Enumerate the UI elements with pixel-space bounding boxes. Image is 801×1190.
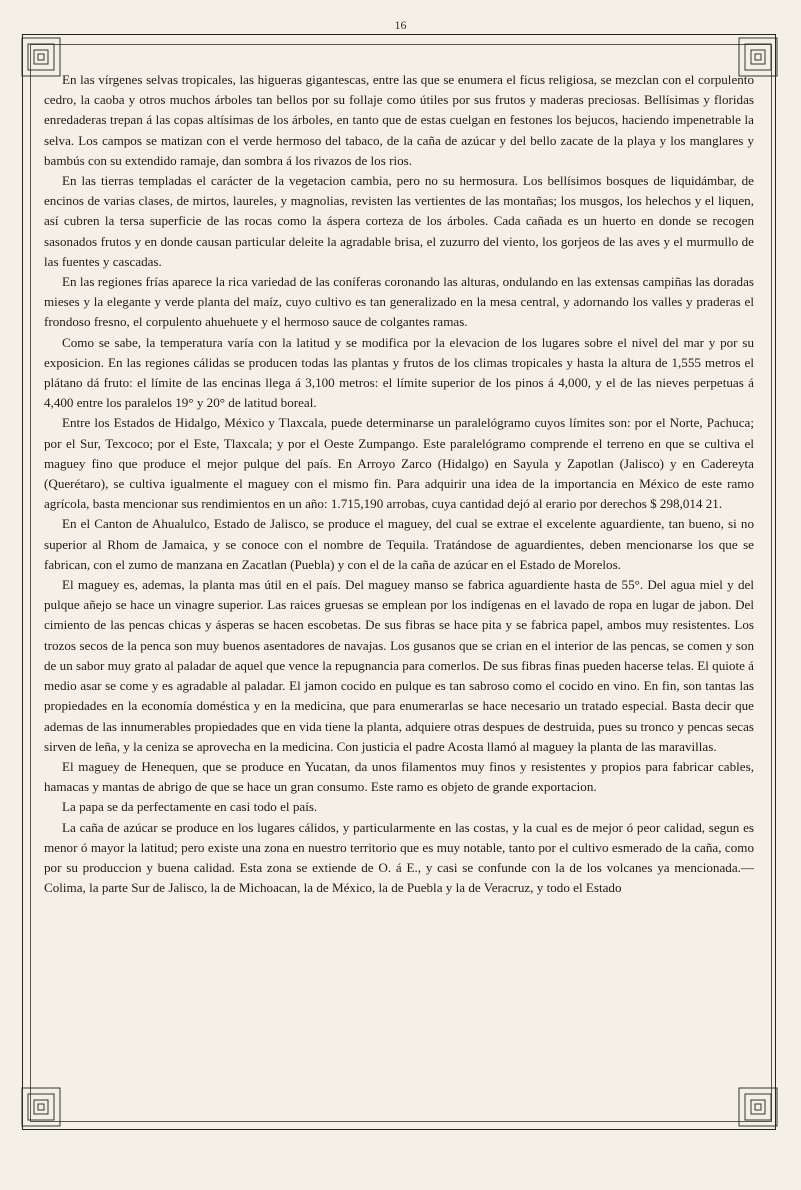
paragraph: En las vírgenes selvas tropicales, las higueras gigantescas, entre las que se enumera el ficus religiosa, se mezclan con el corpulento cedro, la caoba y otros muchos árboles tan bellos por su follaje como útiles por sus frutos y maderas preciosas. Bellísimas y floridas enredaderas trepan á las copas altísimas de los árboles, en tanto que de estas cuelgan en festones los bejucos, haciendo impenetrable la selva. Los campos se matizan con el verde hermoso del tabaco, de la caña de azúcar y del bello zacate de la playa y los manglares y bambús con su extendido ramaje, dan sombra á los rivazos de los rios. <box>44 72 754 168</box>
paragraph: Entre los Estados de Hidalgo, México y Tlaxcala, puede determinarse un paralelógramo cuyos límites son: por el Norte, Pachuca; por el Sur, Texcoco; por el Este, Tlaxcala; y por el Oeste Zumpango. Este paralelógramo comprende el terreno en que se cultiva el maguey fino que produce el mejor pulque del país. En Arroyo Zarco (Hidalgo) en Sayula y Zapotlan (Jalisco) y en Cadereyta (Querétaro), se cultiva igualmente el maguey con el mismo fin. Para adquirir una idea de la importancia en México de este ramo agrícola, basta mencionar sus rendimientos en un año: 1.715,190 arrobas, cuya cantidad dejó al erario por derechos $ 298,014 21. <box>44 415 754 512</box>
paragraph: El maguey de Henequen, que se produce en Yucatan, da unos filamentos muy finos y resistentes y propios para fabricar cables, hamacas y mantas de abrigo de que se hace un gran consumo. Este ramo es objeto de grande exportacion. <box>44 758 754 795</box>
paragraph: Como se sabe, la temperatura varía con la latitud y se modifica por la elevacion de los lugares sobre el nivel del mar y por su exposicion. En las regiones cálidas se producen todas las plantas y frutos de los climas tropicales y hasta la altura de 1,555 metros el plátano dá fruto: el límite de las encinas llega á 3,100 metros: el límite superior de los pinos á 4,000, y el de las nieves perpetuas á 4,400 entre los paralelos 19° y 20° de latitud boreal. <box>44 334 754 411</box>
paragraph: La papa se da perfectamente en casi todo el país. <box>62 799 318 815</box>
paragraph: En las regiones frías aparece la rica variedad de las coníferas coronando las alturas, ondulando en las extensas campiñas las doradas mieses y la elegante y verde planta del maíz, cuyo cultivo es tan generalizado en la mesa central, y adornando los valles y praderas el frondoso fresno, el corpulento ahuehuete y el hermoso sauce de colgantes ramas. <box>44 274 754 330</box>
body-text <box>44 70 754 1100</box>
paragraph: En las tierras templadas el carácter de la vegetacion cambia, pero no su hermosura. Los bellísimos bosques de liquidámbar, de encinos de varias clases, de mirtos, laureles, y magnolias, revisten las vertientes de las montañas; los musgos, los helechos y el liquen, así cubren la tersa superficie de las rocas como la áspera corteza de los árboles. Cada cañada es un huerto en donde se recogen sasonados frutos y en donde causan particular deleite la agradable brisa, el zuzurro del viento, los gorjeos de las aves y el murmullo de las fuentes y cascadas. <box>44 173 754 269</box>
paragraph: La caña de azúcar se produce en los lugares cálidos, y particularmente en las costas, y la cual es de mejor ó peor calidad, segun es menor ó mayor la latitud; pero existe una zona en nuestro territorio que es muy notable, tanto por el cultivo esmerado de la caña, como por su produccion y buena calidad. Esta zona se extiende de O. á E., y casi se confunde con la de los volcanes ya mencionada.—Colima, la parte Sur de Jalisco, la de Michoacan, la de México, la de Puebla y la de Veracruz, y todo el Estado <box>44 819 754 896</box>
paragraph: El maguey es, ademas, la planta mas útil en el país. Del maguey manso se fabrica aguardiente hasta de 55°. Del agua miel y del pulque añejo se hace un vinagre superior. Las raices gruesas se emplean por los indígenas en el lavado de ropa en lugar de jabon. Del cimiento de las pencas chicas y ásperas se hacen escobetas. De sus fibras se hace pita y se fabrica papel, ambos muy resistentes. Los trozos secos de la penca son muy buenos asentadores de navajas. Los gusanos que se crian en el interior de las pencas, se comen y son de un sabor muy grato al paladar de aquel que vence la repugnancia para comerlos. De sus fibras finas pueden hacerse telas. El quiote á medio asar se come y es agradable al paladar. El jamon cocido en pulque es tan sabroso como el cocido en vino. En fin, son tantas las propiedades en la economía doméstica y en la medicina, que para enumerarlas se hace necesario un tratado especial. Basta decir que ademas de las innumerables propiedades que en vida tiene la planta, adquiere otras despues de destruida, pues su tronco y pencas secas sirven de leña, y la ceniza se aprovecha en la medicina. Con justicia el padre Acosta llamó al maguey la planta de las maravillas. <box>44 577 754 754</box>
page-number: 16 <box>394 18 407 32</box>
paragraph: En el Canton de Ahualulco, Estado de Jalisco, se produce el maguey, del cual se extrae el excelente aguardiente, tan bueno, si no superior al Rhom de Jamaica, y se conoce con el nombre de Tequila. Tratándose de aguardientes, deben mencionarse los que se fabrican, con el zumo de manzana en Zacatlan (Puebla) y con el de la caña de azúcar en el Estado de Morelos. <box>44 516 754 572</box>
